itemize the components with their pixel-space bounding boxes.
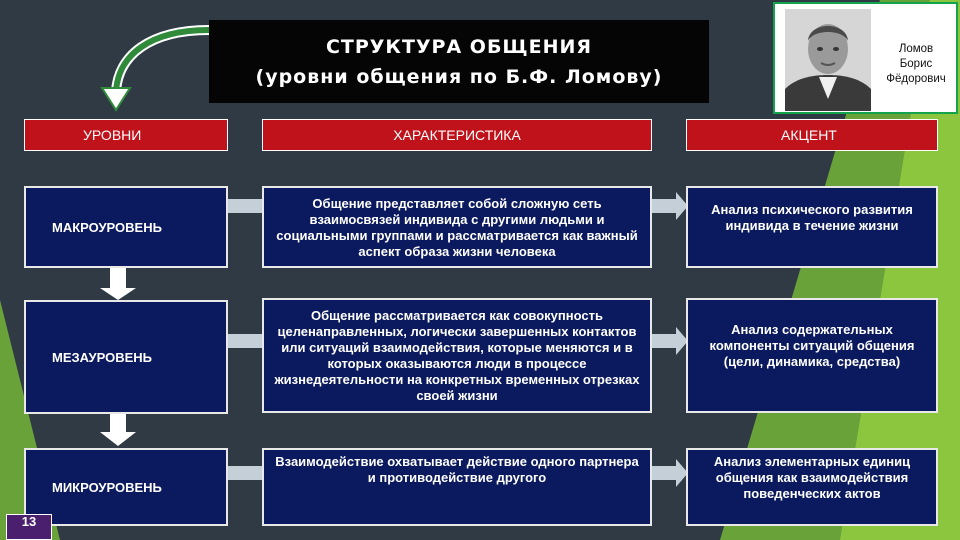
accent-text: Анализ содержательных компоненты ситуаций общения (цели, динамика, средства)	[709, 322, 915, 369]
portrait-card	[773, 2, 958, 114]
characteristic-text: Взаимодействие охватывает действие одного партнера и противодействие другого	[275, 454, 639, 485]
level-box-meso	[24, 300, 228, 414]
caption-line2: Борис	[899, 58, 933, 70]
page-number-badge	[6, 514, 52, 540]
title-line2: (уровни общения по Б.Ф. Ломову)	[255, 65, 663, 88]
level-box-macro	[24, 186, 228, 268]
curved-arrow-inner	[116, 30, 209, 92]
down-arrow-1-head	[100, 288, 136, 300]
portrait-silhouette-icon	[785, 9, 871, 111]
header-levels	[24, 119, 228, 151]
accent-text: Анализ психического развития индивида в течение жизни	[711, 202, 913, 233]
characteristic-text: Общение рассматривается как совокупность целенаправленных, логически завершенных контактов или ситуаций взаимодействия, которые меняются и в которых оказываются люди в процессе жизнедеятельности на конкретных временных отрезках своей жизни	[274, 308, 640, 403]
accent-box-macro	[686, 186, 938, 268]
curved-arrow-head	[102, 88, 130, 110]
characteristic-text: Общение представляет собой сложную сеть взаимосвязей индивида с другими людьми и социальными группами и рассматривается как важный аспект образа жизни человека	[276, 196, 638, 259]
accent-text: Анализ элементарных единиц общения как взаимодействия поведенческих актов	[713, 454, 911, 501]
connector-row1-left	[228, 199, 262, 213]
level-label: МАКРОУРОВЕНЬ	[52, 219, 162, 235]
caption-line1: Ломов	[898, 43, 934, 55]
connector-row3-left	[228, 466, 262, 480]
level-label: МЕЗАУРОВЕНЬ	[52, 349, 153, 365]
title-box	[209, 20, 709, 103]
portrait-caption	[875, 42, 957, 87]
connector-row3-right	[652, 459, 688, 487]
accent-box-micro	[686, 448, 938, 526]
level-label: МИКРОУРОВЕНЬ	[52, 479, 162, 495]
header-characteristic	[262, 119, 652, 151]
header-accent	[686, 119, 938, 151]
connector-row2-right	[652, 327, 688, 355]
characteristic-box-meso	[262, 298, 652, 413]
connector-row1-right	[652, 192, 688, 220]
down-arrow-2-head	[100, 432, 136, 446]
characteristic-box-macro	[262, 186, 652, 268]
header-accent-label: АКЦЕНТ	[781, 127, 837, 143]
accent-box-meso	[686, 298, 938, 413]
connector-row2-left	[228, 334, 262, 348]
characteristic-box-micro	[262, 448, 652, 526]
caption-line3: Фёдорович	[886, 73, 946, 85]
title-line1: СТРУКТУРА ОБЩЕНИЯ	[325, 35, 593, 58]
header-characteristic-label: ХАРАКТЕРИСТИКА	[393, 127, 521, 143]
header-levels-label: УРОВНИ	[83, 127, 142, 143]
portrait-photo	[785, 9, 871, 111]
page-number: 13	[21, 514, 37, 529]
level-box-micro	[24, 448, 228, 526]
